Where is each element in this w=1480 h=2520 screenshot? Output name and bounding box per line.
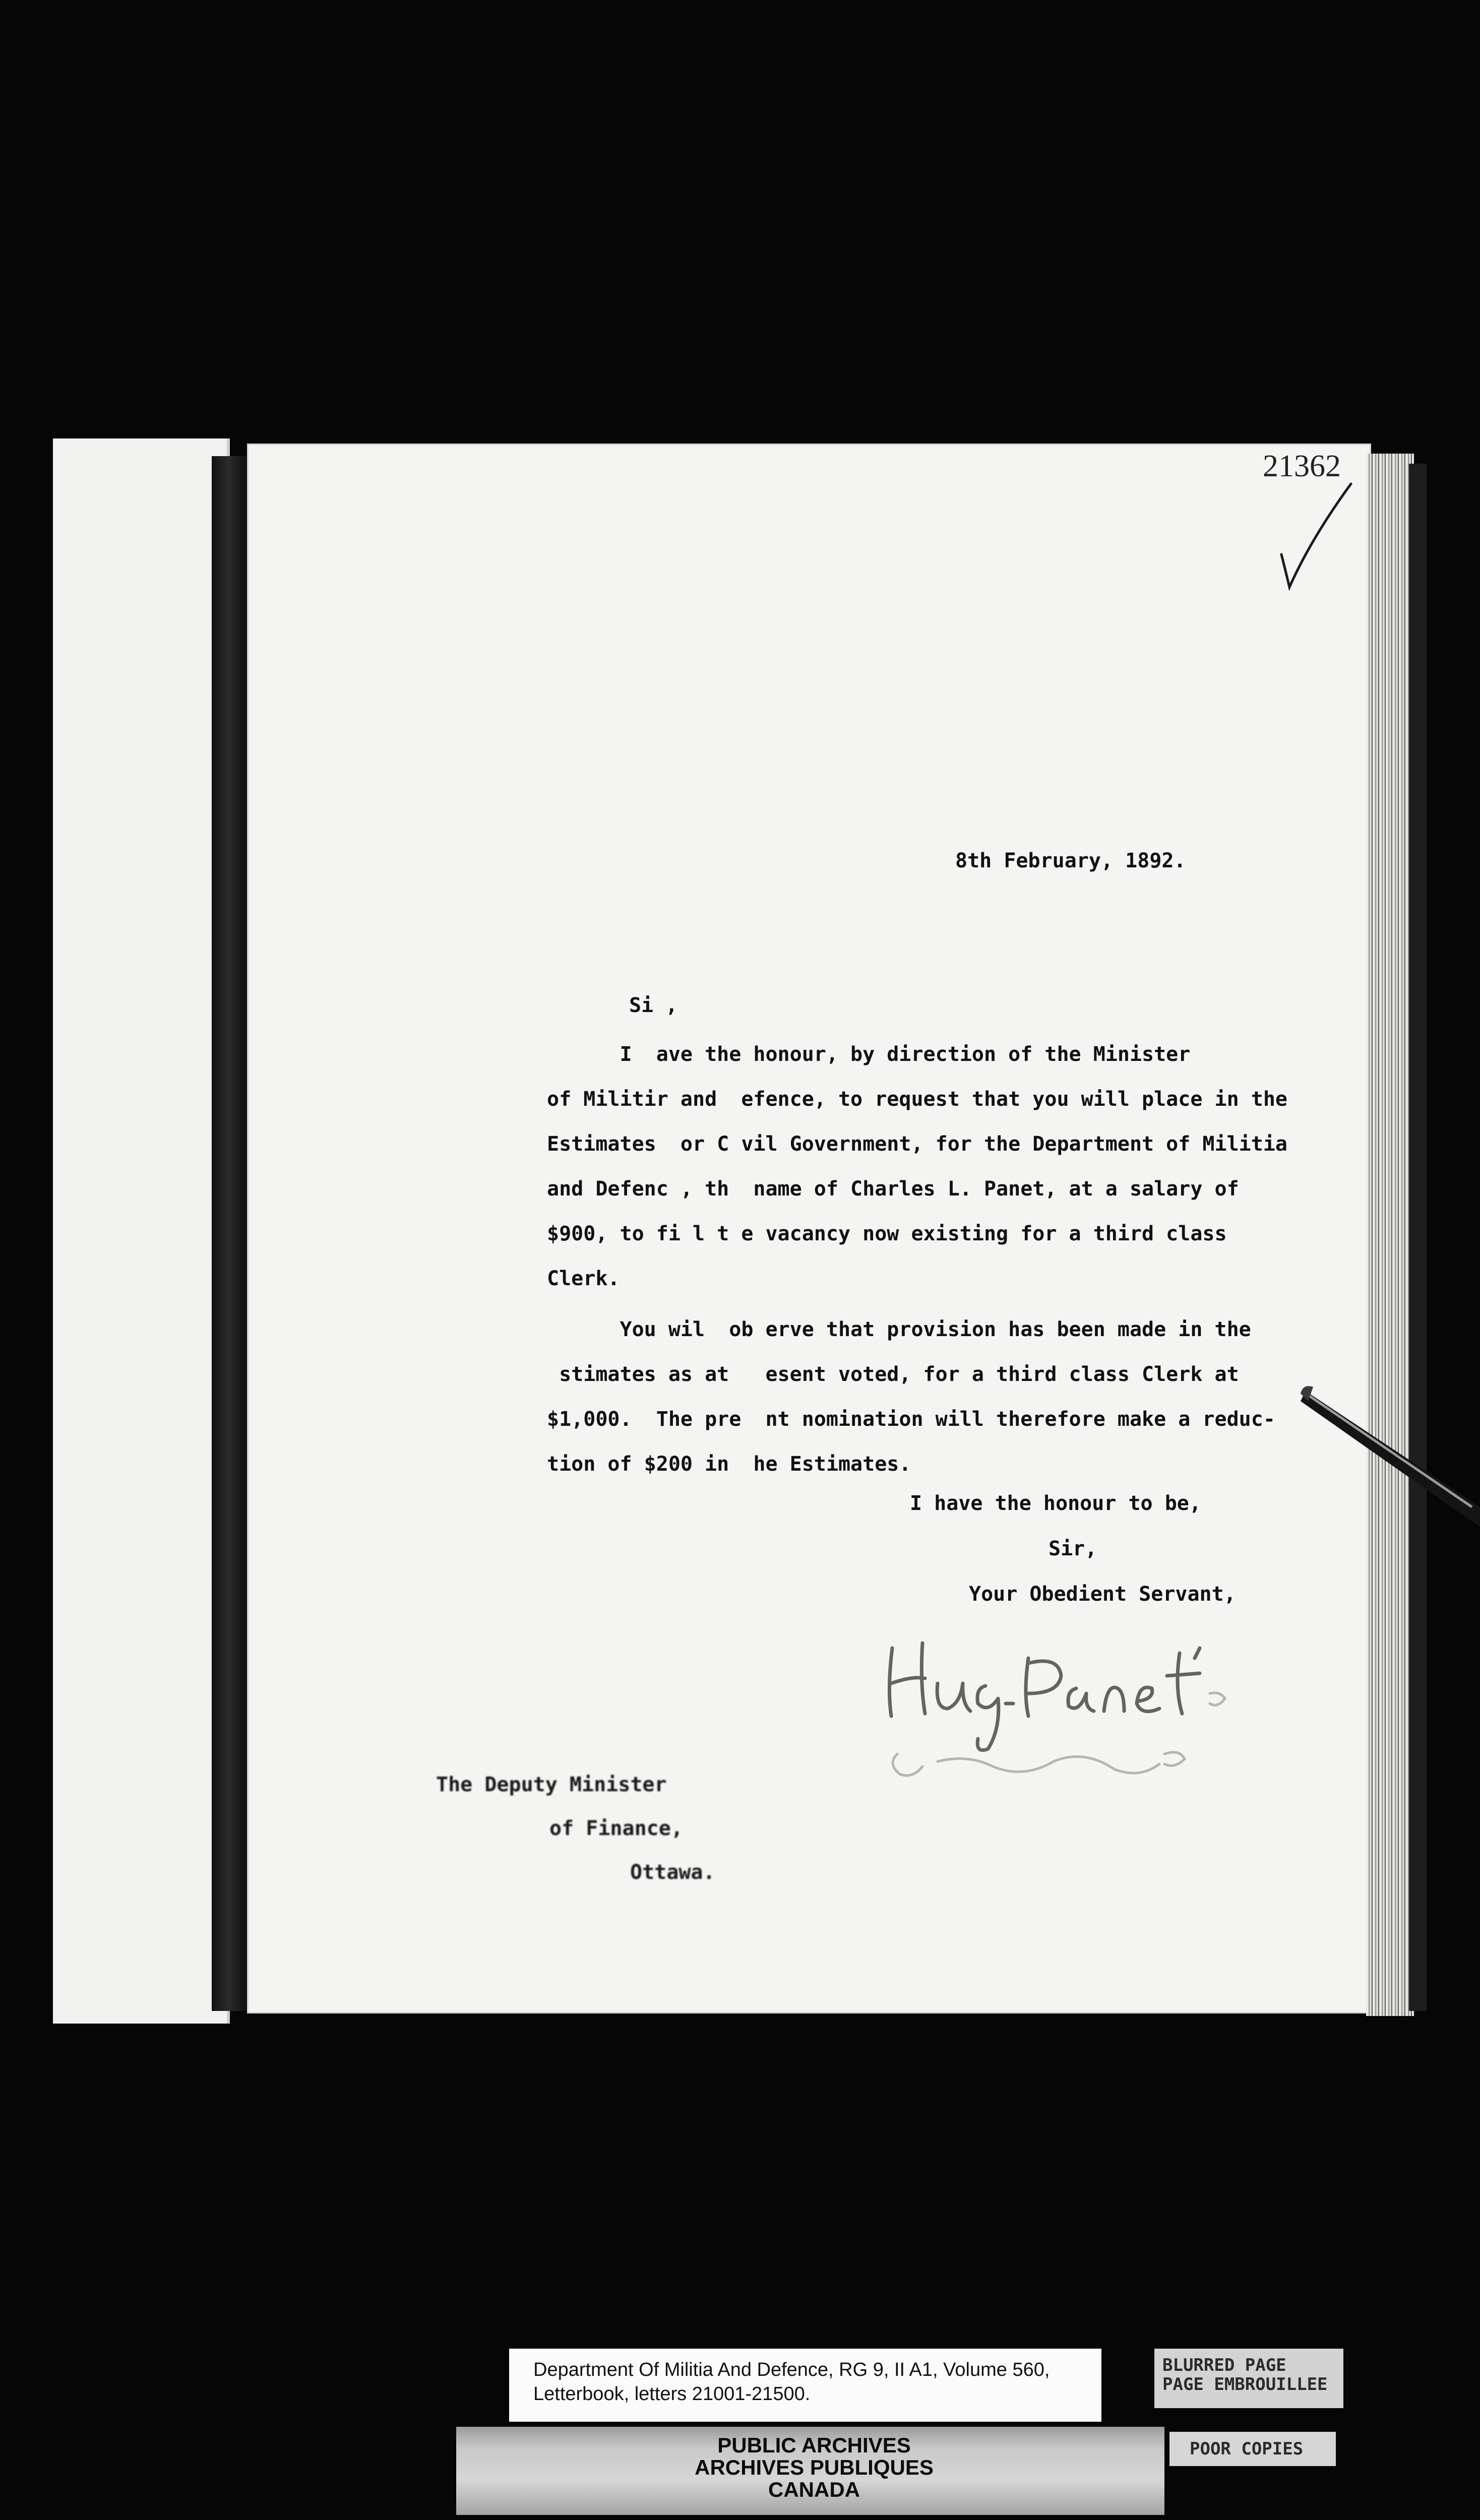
book-edge: [1409, 464, 1427, 2011]
poor-copies-stamp: POOR COPIES: [1169, 2432, 1336, 2466]
closing-line: Your Obedient Servant,: [969, 1583, 1236, 1606]
pen-object: [1301, 1381, 1480, 1532]
body-line: $1,000. The pre nt nomination will therefore make a reduc-: [547, 1408, 1275, 1431]
stamp-line: PAGE EMBROUILLEE: [1162, 2374, 1328, 2395]
body-line: $900, to fi l t e vacancy now existing for a third class: [547, 1222, 1227, 1245]
left-page: [53, 438, 230, 2024]
body-line: stimates as at esent voted, for a third class Clerk at: [547, 1363, 1239, 1386]
body-line: Clerk.: [547, 1267, 620, 1290]
salutation: Si ,: [629, 994, 678, 1017]
reference-line: Letterbook, letters 21001-21500.: [533, 2383, 811, 2405]
body-line: of Militir and efence, to request that you will place in the: [547, 1088, 1288, 1111]
book-gutter: [212, 456, 250, 2011]
stamp-line: BLURRED PAGE: [1162, 2355, 1286, 2375]
letter-date: 8th February, 1892.: [955, 849, 1186, 872]
body-paragraph-1: [547, 1032, 1288, 1301]
archive-reference-label: [509, 2349, 1101, 2422]
closing-line: I have the honour to be,: [910, 1492, 1201, 1515]
check-mark-icon: [1275, 479, 1356, 595]
archive-stamp-line: PUBLIC ARCHIVES: [717, 2433, 911, 2457]
body-line: You wil ob erve that provision has been made in the: [547, 1318, 1251, 1341]
closing-line: Sir,: [1049, 1537, 1097, 1560]
body-paragraph-2: [547, 1307, 1283, 1487]
archive-stamp-line: ARCHIVES PUBLIQUES: [695, 2455, 934, 2479]
reference-line: Department Of Militia And Defence, RG 9, II A1, Volume 560,: [533, 2359, 1050, 2380]
archive-stamp: [686, 2434, 943, 2501]
folio-number: 21362: [1263, 449, 1341, 483]
archive-stamp-line: CANADA: [768, 2478, 860, 2501]
body-line: tion of $200 in he Estimates.: [547, 1453, 911, 1476]
handwritten-signature: [877, 1628, 1240, 1794]
blurred-page-stamp: [1154, 2349, 1343, 2408]
body-line: I ave the honour, by direction of the Minister: [547, 1043, 1191, 1066]
page-edges: [1366, 454, 1414, 2016]
recipient-line: Ottawa.: [630, 1861, 715, 1884]
recipient-line: The Deputy Minister: [436, 1773, 667, 1796]
body-line: Estimates or C vil Government, for the Department of Militia: [547, 1132, 1288, 1156]
recipient-line: of Finance,: [549, 1817, 683, 1840]
body-line: and Defenc , th name of Charles L. Panet, at a salary of: [547, 1177, 1239, 1201]
